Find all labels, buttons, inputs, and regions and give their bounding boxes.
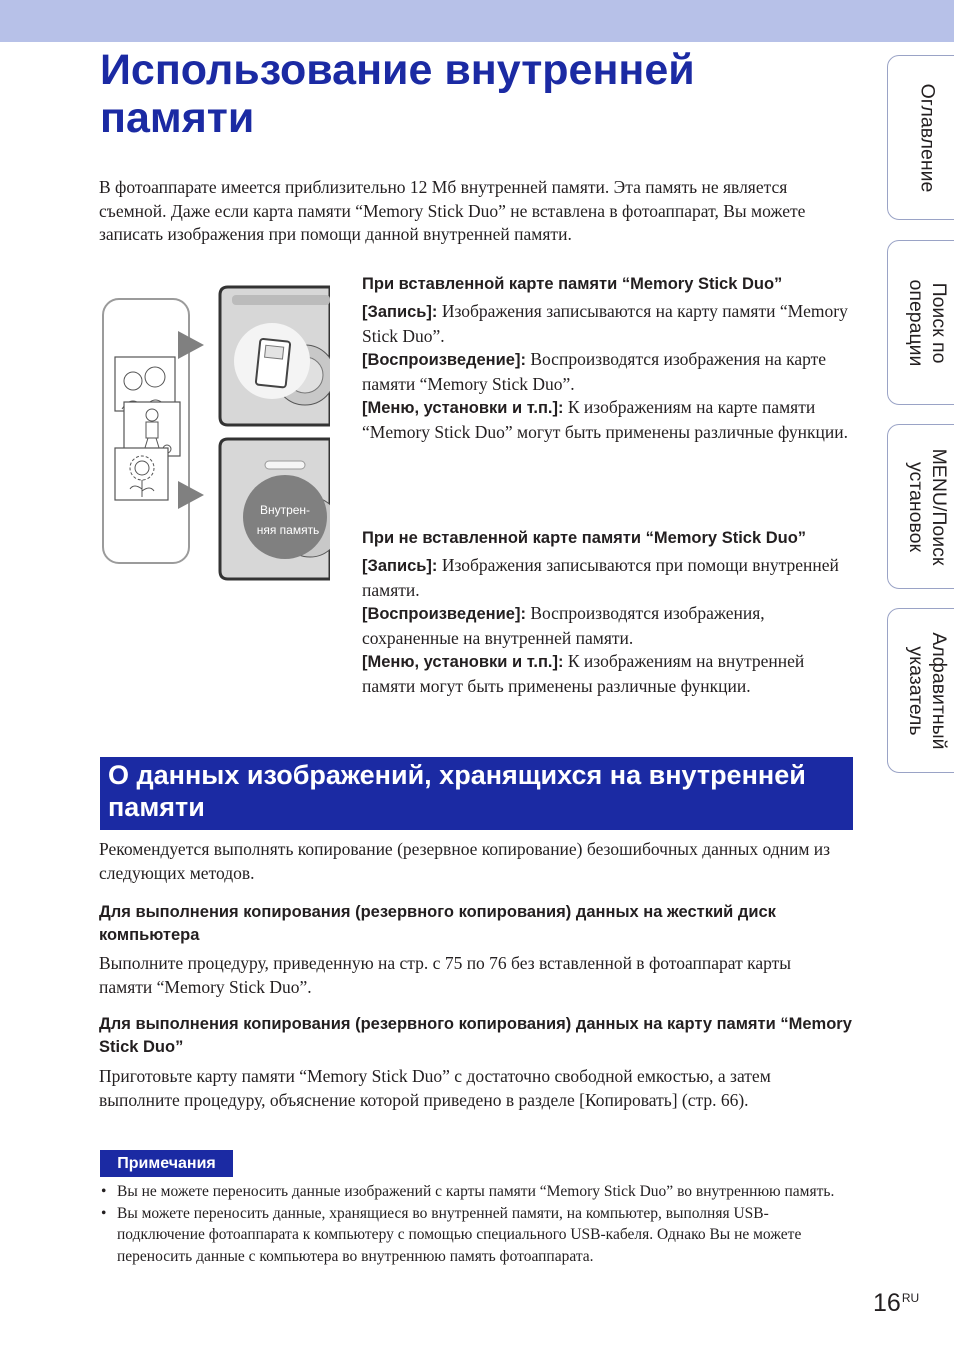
- note-item: • Вы не можете переносить данные изображений с карты памяти “Memory Stick Duo” во внутреннюю память.: [99, 1181, 849, 1203]
- with-card-record: [Запись]: Изображения записываются на карту памяти “Memory Stick Duo”.: [362, 301, 848, 346]
- intro-paragraph: В фотоаппарате имеется приблизительно 12 Мб внутренней памяти. Эта память не является съемной. Даже если карта памяти “Memory Stick Duo” не вставлена в фотоаппарат, Вы можете записать изображения при помощи данной внутренней памяти.: [99, 177, 806, 244]
- section-header: [100, 757, 853, 830]
- section-title: О данных изображений, хранящихся на внутренней памяти: [108, 760, 806, 822]
- tab-operation-search[interactable]: Поиск по операции: [887, 240, 954, 405]
- sub1-text: Выполните процедуру, приведенную на стр. с 75 по 76 без вставленной в фотоаппарат карты памяти “Memory Stick Duo”.: [99, 953, 792, 997]
- tab-menu-search[interactable]: MENU/Поиск установок: [887, 424, 954, 589]
- without-card-playback: [Воспроизведение]: Воспроизводятся изображения, сохраненные на внутренней памяти.: [362, 603, 765, 648]
- notes-list: [99, 1181, 849, 1267]
- internal-memory-label-2: няя память: [256, 523, 320, 537]
- camera-top-image: [220, 287, 330, 425]
- without-card-heading: При не вставленной карте памяти “Memory Stick Duo”: [362, 529, 807, 547]
- with-card-heading: При вставленной карте памяти “Memory Stick Duo”: [362, 275, 783, 293]
- note-item: • Вы можете переносить данные, хранящиеся во внутренней памяти, на компьютер, выполняя USB-подключение фотоаппарата к компьютеру с помощью специального USB-кабеля. Однако Вы не можете переносить данные с компьютера во внутреннюю память фотоаппарата.: [99, 1203, 849, 1268]
- arrow-to-internal-icon: [178, 481, 204, 509]
- sub2-text: Приготовьте карту памяти “Memory Stick Duo” с достаточно свободной емкостью, а затем выполните процедуру, объяснение которой приведено в разделе [Копировать] (стр. 66).: [99, 1066, 771, 1110]
- notes-label: Примечания: [100, 1150, 233, 1177]
- page-title: Использование внутренней памяти: [100, 46, 695, 142]
- with-card-block: [362, 273, 852, 444]
- tab-alphabetical-index[interactable]: Алфавитный указатель: [887, 608, 954, 773]
- internal-memory-label-1: Внутрен-: [259, 503, 311, 517]
- camera-diagram: [100, 285, 330, 585]
- section-intro: Рекомендуется выполнять копирование (резервное копирование) безошибочных данных одним из следующих методов.: [99, 839, 831, 883]
- with-card-playback: [Воспроизведение]: Воспроизводятся изображения на карте памяти “Memory Stick Duo”.: [362, 349, 827, 394]
- sub1-heading: Для выполнения копирования (резервного копирования) данных на жесткий диск компьютера: [99, 903, 776, 944]
- without-card-menu: [Меню, установки и т.п.]: К изображениям на внутренней памяти могут быть применены различные функции.: [362, 651, 805, 696]
- top-color-bar: [0, 0, 954, 42]
- without-card-block: [362, 527, 852, 698]
- with-card-menu: [Меню, установки и т.п.]: К изображениям на карте памяти “Memory Stick Duo” могут быть применены различные функции.: [362, 397, 849, 442]
- memory-illustration: [100, 285, 330, 585]
- flower-photo-icon: [115, 448, 168, 500]
- sub2-heading: Для выполнения копирования (резервного копирования) данных на карту памяти “Memory Stick Duo”: [99, 1015, 852, 1056]
- arrow-to-card-icon: [178, 331, 204, 359]
- without-card-record: [Запись]: Изображения записываются при помощи внутренней памяти.: [362, 555, 839, 600]
- tab-contents[interactable]: Оглавление: [887, 55, 954, 220]
- page-number: $16^{RU}$: [873, 1289, 920, 1317]
